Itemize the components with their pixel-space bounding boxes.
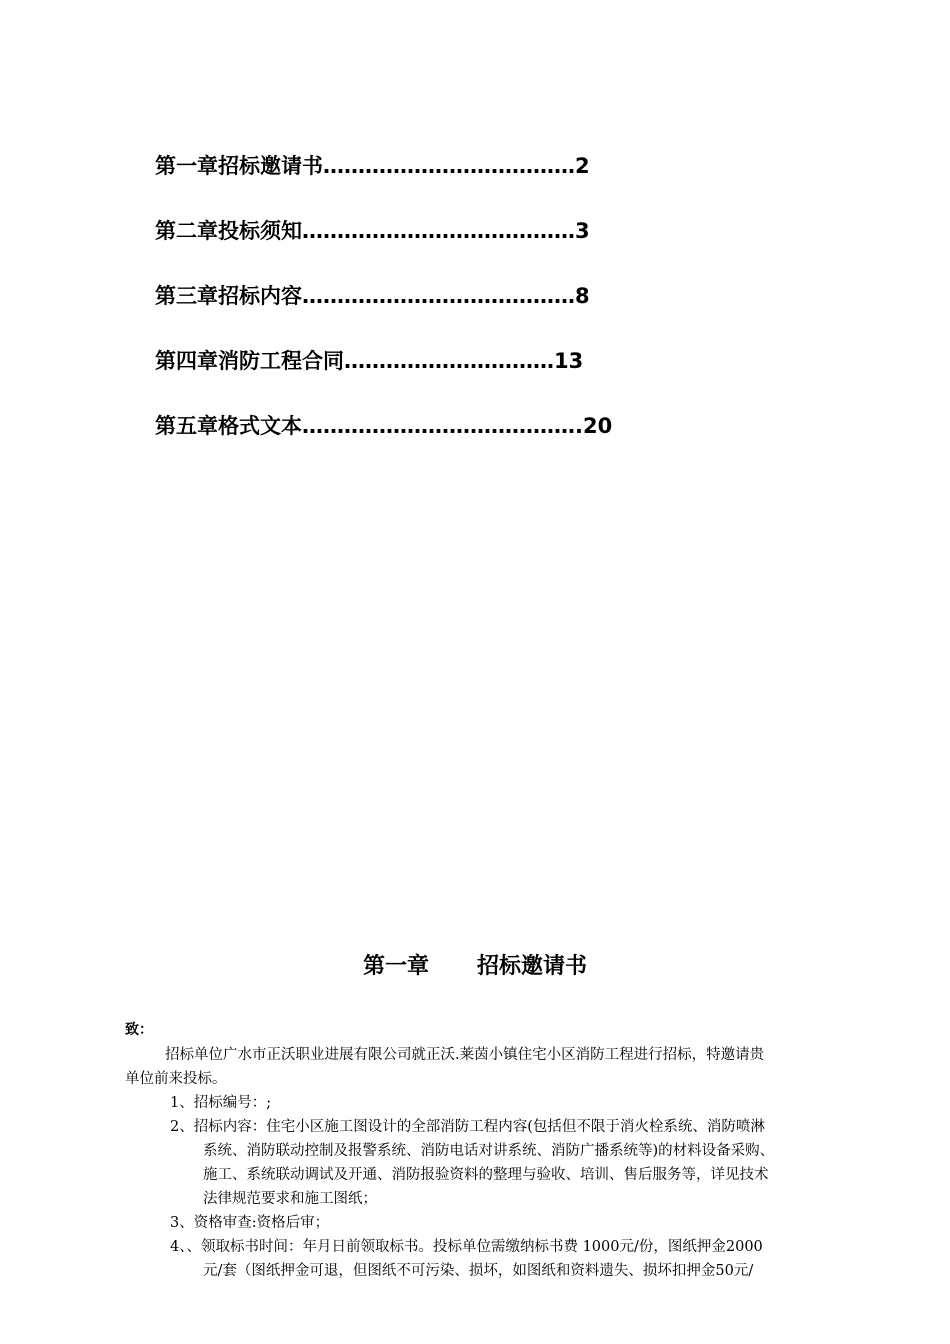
toc-item-chapter-4[interactable] [155, 345, 755, 410]
toc-item-chapter-3[interactable] [155, 280, 755, 345]
salutation: 致： [125, 1022, 153, 1038]
invitation-letter [125, 1017, 885, 1283]
toc-item-chapter-2[interactable] [155, 215, 755, 280]
toc-page-number: 3 [575, 219, 590, 243]
list-item-bid-number: 1、招标编号：; [170, 1095, 272, 1111]
list-item-document-collection: 4、、领取标书时间：年月日前领取标书。投标单位需缴纳标书费 1000元/份，图纸押金2000 [170, 1239, 763, 1255]
toc-leader: ………………………………… [302, 284, 575, 308]
intro-paragraph: 招标单位广水市正沃职业进展有限公司就正沃.莱茵小镇住宅小区消防工程进行招标，特邀请贵 单位前来投标。 [125, 1047, 765, 1087]
toc-page-number: 2 [575, 154, 590, 178]
toc-item-chapter-5[interactable] [155, 410, 755, 475]
chapter-title-text: 招标邀请书 [477, 954, 588, 979]
list-item-continuation: 施工、系统联动调试及开通、消防报验资料的整理与验收、培训、售后服务等，详见技术 [203, 1167, 769, 1183]
toc-page-number: 8 [575, 284, 590, 308]
list-item-continuation: 法律规范要求和施工图纸； [203, 1191, 377, 1207]
list-item-continuation: 元/套（图纸押金可退，但图纸不可污染、损坏，如图纸和资料遗失、损坏扣押金50元/ [203, 1263, 754, 1279]
list-item-bid-content: 2、招标内容：住宅小区施工图设计的全部消防工程内容(包括但不限于消火栓系统、消防喷淋 [170, 1119, 765, 1135]
toc-label: 第一章招标邀请书 [155, 154, 323, 178]
toc-leader: ………………………… [344, 349, 554, 373]
toc-item-chapter-1[interactable] [155, 150, 755, 215]
toc-label: 第三章招标内容 [155, 284, 302, 308]
list-item-qualification: 3、资格审查:资格后审； [170, 1215, 330, 1231]
toc-page-number: 13 [554, 349, 584, 373]
toc-label: 第五章格式文本 [155, 414, 302, 438]
list-item-continuation: 系统、消防联动控制及报警系统、消防电话对讲系统、消防广播系统等)的材料设备采购、 [203, 1143, 775, 1159]
toc-label: 第二章投标须知 [155, 219, 302, 243]
toc-leader: ……………………………… [323, 154, 575, 178]
toc-label: 第四章消防工程合同 [155, 349, 344, 373]
toc-page-number: .20 [575, 414, 613, 438]
chapter-number: 第一章 [362, 954, 429, 979]
chapter-heading [0, 950, 950, 984]
table-of-contents [155, 150, 755, 475]
toc-leader: ………………………………… [302, 219, 575, 243]
toc-leader: ………………………………… [302, 414, 575, 438]
